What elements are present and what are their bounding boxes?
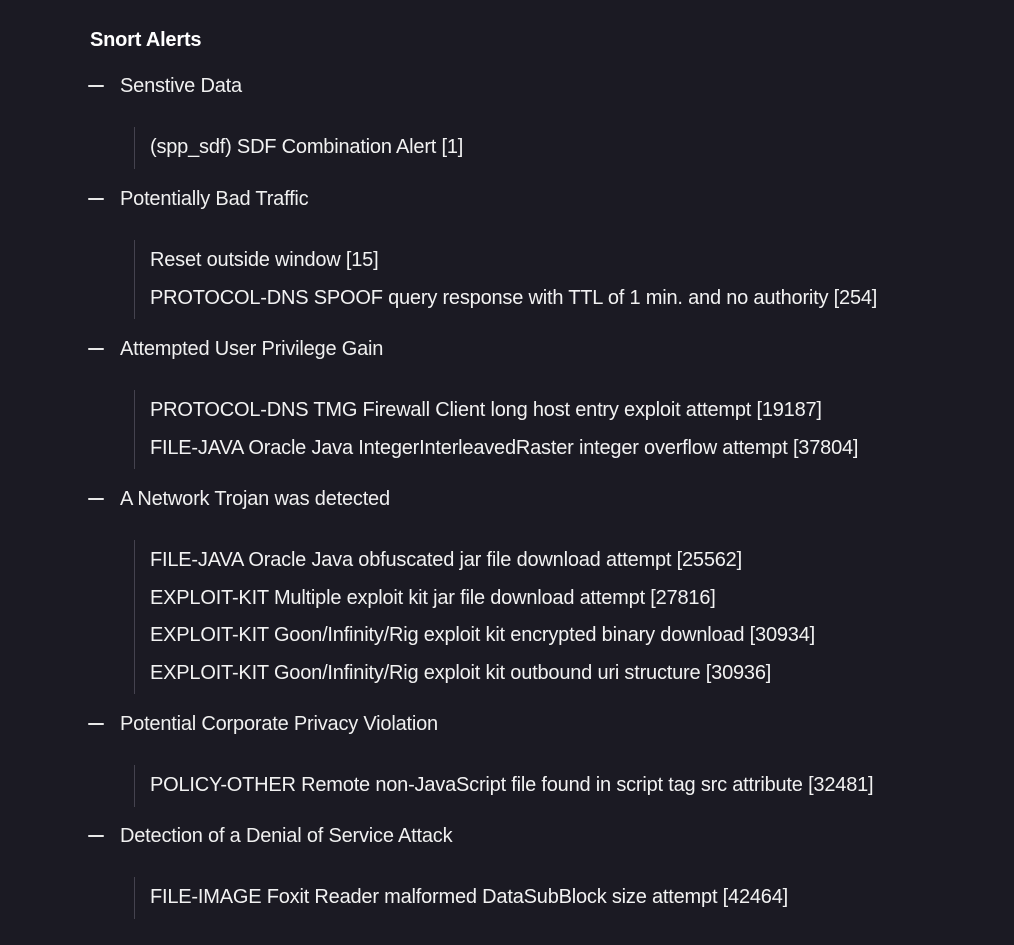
category-header[interactable]	[88, 709, 968, 739]
category-potentially-bad-traffic	[88, 184, 968, 319]
alert-item: PROTOCOL-DNS TMG Firewall Client long host entry exploit attempt [19187]	[150, 399, 822, 421]
alert-list	[134, 390, 968, 469]
category-corporate-privacy-violation	[88, 709, 968, 807]
page-title: Snort Alerts	[90, 29, 202, 51]
category-label: Potentially Bad Traffic	[120, 187, 309, 210]
category-header[interactable]	[88, 821, 968, 851]
category-header[interactable]	[88, 71, 968, 101]
alert-item: EXPLOIT-KIT Goon/Infinity/Rig exploit kit outbound uri structure [30936]	[150, 661, 772, 684]
collapse-icon[interactable]	[88, 835, 104, 837]
category-attempted-user-privilege-gain	[88, 334, 968, 469]
category-label: Detection of a Denial of Service Attack	[120, 824, 453, 847]
collapse-icon[interactable]	[88, 348, 104, 350]
category-header[interactable]	[88, 184, 968, 214]
category-senstive-data	[88, 71, 968, 169]
alert-item: (spp_sdf) SDF Combination Alert [1]	[150, 136, 464, 158]
category-denial-of-service-attack	[88, 821, 968, 919]
category-label: A Network Trojan was detected	[120, 487, 390, 510]
alert-item: EXPLOIT-KIT Goon/Infinity/Rig exploit kit encrypted binary download [30934]	[150, 624, 816, 646]
category-header[interactable]	[88, 484, 968, 514]
alert-item: FILE-IMAGE Foxit Reader malformed DataSubBlock size attempt [42464]	[150, 886, 788, 908]
alert-list	[134, 127, 968, 169]
collapse-icon[interactable]	[88, 85, 104, 87]
category-label: Senstive Data	[120, 74, 242, 97]
alert-item: PROTOCOL-DNS SPOOF query response with TTL of 1 min. and no authority [254]	[150, 286, 878, 309]
category-header[interactable]	[88, 334, 968, 364]
category-label: Attempted User Privilege Gain	[120, 337, 384, 360]
alert-list	[134, 877, 968, 919]
category-label: Potential Corporate Privacy Violation	[120, 712, 438, 735]
alert-list	[134, 240, 968, 319]
alert-list	[134, 765, 968, 807]
category-network-trojan-detected	[88, 484, 968, 694]
alert-item: EXPLOIT-KIT Multiple exploit kit jar file download attempt [27816]	[150, 586, 716, 609]
alert-item: FILE-JAVA Oracle Java obfuscated jar file download attempt [25562]	[150, 549, 742, 571]
alert-item: POLICY-OTHER Remote non-JavaScript file found in script tag src attribute [32481]	[150, 774, 874, 796]
alert-list	[134, 540, 968, 694]
alert-item: FILE-JAVA Oracle Java IntegerInterleavedRaster integer overflow attempt [37804]	[150, 436, 859, 459]
collapse-icon[interactable]	[88, 498, 104, 500]
collapse-icon[interactable]	[88, 198, 104, 200]
collapse-icon[interactable]	[88, 723, 104, 725]
alert-item: Reset outside window [15]	[150, 249, 379, 271]
